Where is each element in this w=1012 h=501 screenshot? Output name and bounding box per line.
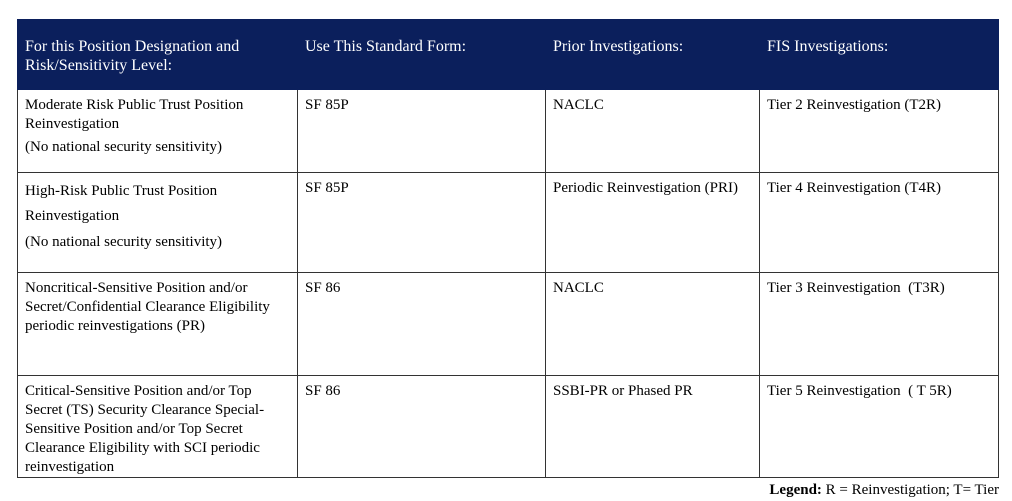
fis-investigation-cell: Tier 3 Reinvestigation (T3R) <box>760 273 999 376</box>
prior-investigation-cell: SSBI-PR or Phased PR <box>546 376 760 478</box>
position-level-text: High-Risk Public Trust Position <box>25 183 218 199</box>
table-row <box>18 273 999 376</box>
table-row <box>18 90 999 173</box>
fis-investigation-cell: Tier 4 Reinvestigation (T4R) <box>760 173 999 273</box>
position-level-note: (No national security sensitivity) <box>25 139 223 155</box>
table-body <box>18 90 999 478</box>
table-row <box>18 376 999 478</box>
position-level-note: (No national security sensitivity) <box>25 234 223 250</box>
position-level-cell: Critical-Sensitive Position and/or Top Secret (TS) Security Clearance Special-Sensitive Position and/or Top Secret Clearance Eligibility with SCI periodic reinvestigation <box>18 376 298 478</box>
prior-investigation-cell: NACLC <box>546 273 760 376</box>
standard-form-cell: SF 85P <box>298 173 546 273</box>
legend-label: Legend: <box>769 482 822 498</box>
position-level-cell <box>18 90 298 173</box>
standard-form-cell: SF 85P <box>298 90 546 173</box>
investigations-table <box>17 19 999 478</box>
header-prior-investigations: Prior Investigations: <box>546 20 760 90</box>
standard-form-cell: SF 86 <box>298 376 546 478</box>
position-level-cell <box>18 173 298 273</box>
header-position-level: For this Position Designation and Risk/Sensitivity Level: <box>18 20 298 90</box>
position-level-cell: Noncritical-Sensitive Position and/or Secret/Confidential Clearance Eligibility periodic reinvestigations (PR) <box>18 273 298 376</box>
header-fis-investigations: FIS Investigations: <box>760 20 999 90</box>
fis-investigation-cell: Tier 5 Reinvestigation ( T 5R) <box>760 376 999 478</box>
prior-investigation-cell: NACLC <box>546 90 760 173</box>
position-level-text: Moderate Risk Public Trust Position Reinvestigation <box>25 97 244 132</box>
position-level-text-cont: Reinvestigation <box>25 208 120 224</box>
legend-text: R = Reinvestigation; T= Tier <box>825 482 999 498</box>
header-row <box>18 20 999 90</box>
legend <box>769 482 999 499</box>
fis-investigation-cell: Tier 2 Reinvestigation (T2R) <box>760 90 999 173</box>
table-header <box>18 20 999 90</box>
header-standard-form: Use This Standard Form: <box>298 20 546 90</box>
prior-investigation-cell: Periodic Reinvestigation (PRI) <box>546 173 760 273</box>
standard-form-cell: SF 86 <box>298 273 546 376</box>
table-row <box>18 173 999 273</box>
